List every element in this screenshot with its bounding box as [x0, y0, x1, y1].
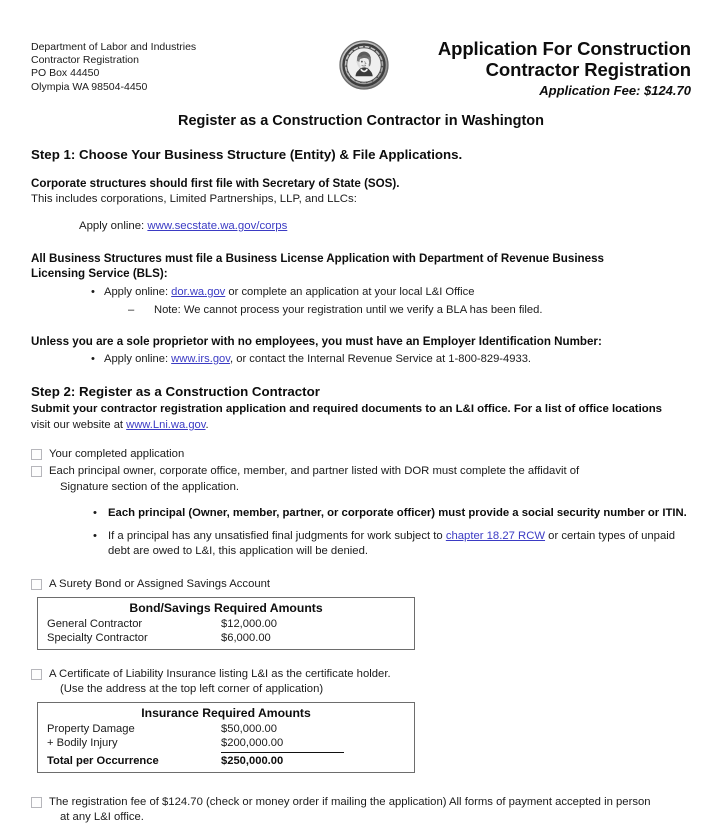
submit-line-1: Submit your contractor registration application and required documents to an L&I office. For a list of office locations	[31, 403, 662, 415]
table-row	[38, 617, 414, 632]
application-fee-label: Application Fee: $124.70	[539, 83, 691, 98]
checklist-label: Each principal owner, corporate office, member, and partner listed with DOR must complete the affidavit of	[49, 465, 580, 478]
bond-table-title: Bond/Savings Required Amounts	[129, 600, 323, 615]
checklist-label-continued: Signature section of the application.	[60, 480, 239, 493]
insurance-section	[31, 667, 691, 773]
step-2-heading: Step 2: Register as a Construction Contractor	[31, 384, 320, 399]
bond-required-amounts-table	[37, 597, 415, 650]
judgment-suffix: or certain types of unpaid debt are owed to L&I, this application will be denied.	[108, 529, 676, 558]
bls-bold-line-2: Licensing Service (BLS):	[31, 267, 168, 280]
checkbox-icon[interactable]	[31, 669, 42, 680]
bls-bold-line-1: All Business Structures must file a Business License Application with Department of Revenue Business	[31, 251, 604, 265]
insurance-required-amounts-table	[37, 702, 415, 773]
insurance-row-value: $200,000.00	[221, 737, 284, 750]
bond-row-value: $6,000.00	[221, 632, 271, 645]
checkbox-icon[interactable]	[31, 579, 42, 590]
bond-row-label: General Contractor	[47, 617, 143, 630]
checklist-item-registration-fee[interactable]	[31, 795, 691, 825]
principal-ssn-text: Each principal (Owner, member, partner, or corporate officer) must provide a social security number or ITIN.	[108, 507, 687, 520]
judgment-prefix: If a principal has any unsatisfied final judgments for work subject to	[108, 529, 446, 542]
insurance-label-wrap	[49, 667, 691, 698]
insurance-total-label: Total per Occurrence	[47, 755, 159, 768]
bullet-dot-icon: •	[91, 285, 95, 298]
subtotal-rule	[38, 752, 414, 753]
fee-label-line-1: The registration fee of $124.70 (check or money order if mailing the application) All forms of payment accepted in person	[49, 795, 651, 808]
submit-prefix: visit our website at	[31, 418, 127, 431]
checklist-item-surety-bond[interactable]	[31, 577, 691, 592]
lni-website-link[interactable]: www.Lni.wa.gov	[126, 418, 206, 431]
table-row	[38, 722, 414, 737]
sos-apply-link[interactable]: www.secstate.wa.gov/corps	[147, 220, 288, 232]
checklist-label-wrap	[49, 464, 691, 495]
bullet-dot-icon: •	[93, 529, 97, 542]
checklist-item-liability-insurance[interactable]	[31, 667, 691, 698]
insurance-row-label: Property Damage	[47, 722, 135, 735]
agency-address-block	[31, 41, 196, 94]
fee-label-line-2: at any L&I office.	[60, 811, 144, 824]
ein-apply-bullet	[31, 352, 691, 367]
document-title-block	[271, 38, 691, 98]
insurance-row-label: + Bodily Injury	[47, 737, 118, 750]
principal-ssn-bullet	[31, 506, 691, 521]
principal-judgment-bullet	[31, 529, 691, 560]
sos-plain-text: This includes corporations, Limited Partnerships, LLP, and LLCs:	[31, 192, 357, 205]
bond-section	[31, 577, 691, 650]
ein-apply-suffix: , or contact the Internal Revenue Service at 1-800-829-4933.	[230, 353, 532, 365]
agency-line: Department of Labor and Industries	[31, 41, 197, 53]
sos-apply-line	[31, 219, 691, 235]
checklist-group	[31, 447, 691, 495]
dash-bullet-icon: –	[128, 303, 135, 316]
ein-apply-text	[104, 352, 691, 367]
table-row	[38, 631, 414, 646]
principal-judgment-text	[108, 529, 691, 560]
agency-line: PO Box 44450	[31, 67, 100, 80]
bond-row-value: $12,000.00	[221, 617, 277, 630]
bls-apply-link[interactable]: dor.wa.gov	[171, 285, 226, 298]
step-1-heading: Step 1: Choose Your Business Structure (Entity) & File Applications.	[31, 147, 463, 162]
agency-line: Contractor Registration	[31, 54, 139, 67]
bls-apply-bullet	[31, 285, 691, 300]
bls-requirement	[31, 251, 691, 282]
table-row-total	[38, 754, 414, 769]
step-2-submit-instructions	[31, 402, 691, 433]
insurance-total-value: $250,000.00	[221, 755, 284, 768]
bls-note-row	[31, 303, 691, 318]
document-content	[31, 0, 691, 825]
title-line-2: Contractor Registration	[485, 59, 691, 80]
bls-apply-prefix: Apply online:	[104, 285, 172, 298]
bullet-dot-icon: •	[93, 507, 97, 520]
bls-note-text: Note: We cannot process your registration until we verify a BLA has been filed.	[154, 303, 543, 316]
submit-suffix: .	[205, 418, 209, 431]
title-line-1: Application For Construction	[437, 38, 691, 59]
ein-apply-prefix: Apply online:	[104, 353, 172, 365]
checkbox-icon[interactable]	[31, 797, 42, 808]
sos-apply-prefix: Apply online:	[79, 220, 148, 232]
checklist-item-affidavit[interactable]	[31, 464, 691, 495]
insurance-table-title: Insurance Required Amounts	[141, 705, 311, 720]
insurance-row-value: $50,000.00	[221, 722, 277, 735]
fee-label-wrap	[49, 795, 691, 825]
principal-requirements	[31, 506, 691, 559]
submit-line-2	[31, 418, 691, 434]
registration-fee-section	[31, 795, 691, 825]
insurance-label: A Certificate of Liability Insurance listing L&I as the certificate holder.	[49, 668, 391, 681]
checklist-item-completed-application[interactable]	[31, 447, 691, 462]
bond-row-label: Specialty Contractor	[47, 632, 148, 645]
checklist-label: Your completed application	[49, 448, 185, 460]
sos-bold-text: Corporate structures should first file with Secretary of State (SOS).	[31, 177, 400, 190]
sos-requirement	[31, 176, 691, 207]
rcw-chapter-link[interactable]: chapter 18.27 RCW	[445, 529, 546, 542]
page-title: Register as a Construction Contractor in Washington	[177, 113, 545, 129]
agency-line: Olympia WA 98504-4450	[31, 80, 148, 93]
surety-bond-label: A Surety Bond or Assigned Savings Account	[49, 578, 271, 591]
bls-apply-text	[104, 285, 691, 300]
bullet-dot-icon: •	[91, 353, 95, 365]
checkbox-icon[interactable]	[31, 449, 42, 460]
checkbox-icon[interactable]	[31, 466, 42, 477]
table-row	[38, 736, 414, 751]
bls-apply-suffix: or complete an application at your local L&I Office	[225, 285, 475, 298]
insurance-note: (Use the address at the top left corner of application)	[60, 683, 324, 696]
ein-apply-link[interactable]: www.irs.gov	[171, 353, 231, 365]
document-header	[31, 0, 691, 98]
ein-requirement: Unless you are a sole proprietor with no employees, you must have an Employer Identification Number:	[31, 334, 602, 348]
